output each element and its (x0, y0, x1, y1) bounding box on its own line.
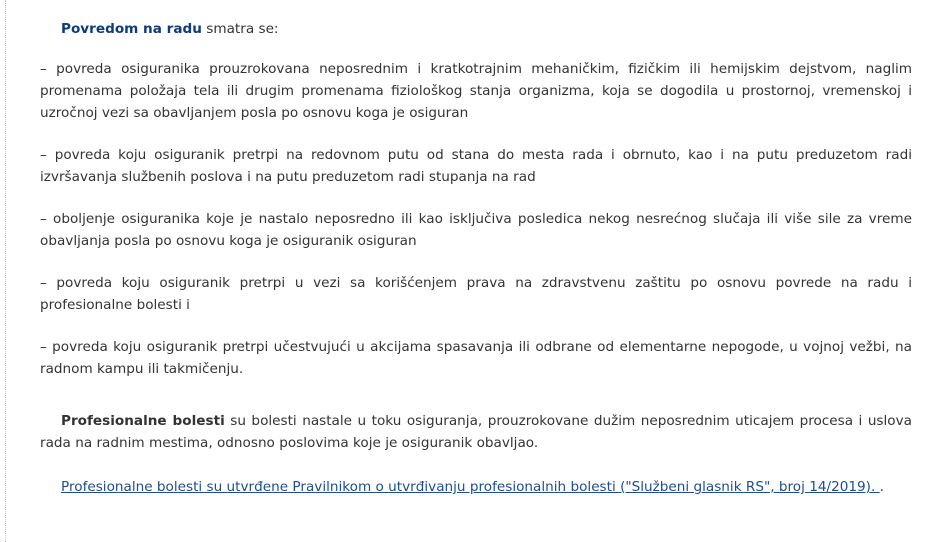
injury-definition-list (40, 58, 912, 380)
list-item: – povreda koju osiguranik pretrpi učestvujući u akcijama spasavanja ili odbrane od elementarne nepogode, u vojnoj vežbi, na radnom kampu ili takmičenju. (40, 339, 912, 377)
regulation-link[interactable]: Profesionalne bolesti su utvrđene Pravilnikom o utvrđivanju profesionalnih bolesti ("Službeni glasnik RS", broj 14/2019). (61, 479, 880, 495)
left-border-rule (5, 0, 6, 542)
professional-diseases-heading: Profesionalne bolesti (61, 413, 225, 429)
regulation-trailing-dot: . (879, 479, 884, 495)
injury-definition-heading: Povredom na radu (61, 21, 202, 37)
regulation-paragraph (40, 476, 912, 498)
list-item: – povreda koju osiguranik pretrpi u vezi sa korišćenjem prava na zdravstvenu zaštitu po osnovu povrede na radu i profesionalne bolesti i (40, 275, 912, 313)
injury-definition-intro (40, 18, 912, 40)
professional-diseases-text: su bolesti nastale u toku osiguranja, prouzrokovane dužim neposrednim uticajem procesa i uslova rada na radnim mestima, odnosno poslovima koje je osiguranik obavljao. (40, 413, 912, 451)
document-content (40, 18, 912, 498)
injury-definition-tail: smatra se: (201, 21, 279, 37)
list-item: – povreda koju osiguranik pretrpi na redovnom putu od stana do mesta rada i obrnuto, kao i na putu preduzetom radi izvršavanja službenih poslova i na putu preduzetom radi stupanja na rad (40, 147, 912, 185)
professional-diseases-paragraph (40, 410, 912, 454)
list-item: – povreda osiguranika prouzrokovana neposrednim i kratkotrajnim mehaničkim, fizičkim ili hemijskim dejstvom, naglim promenama položaja tela ili drugim promenama fiziološkog stanja organizma, koja se dogodila u prostornoj, vremenskoj i uzročnoj vezi sa obavljanjem posla po osnovu koga je osiguran (40, 61, 912, 121)
list-item: – oboljenje osiguranika koje je nastalo neposredno ili kao isključiva posledica nekog nesrećnog slučaja ili više sile za vreme obavljanja posla po osnovu koga je osiguranik osiguran (40, 211, 912, 249)
